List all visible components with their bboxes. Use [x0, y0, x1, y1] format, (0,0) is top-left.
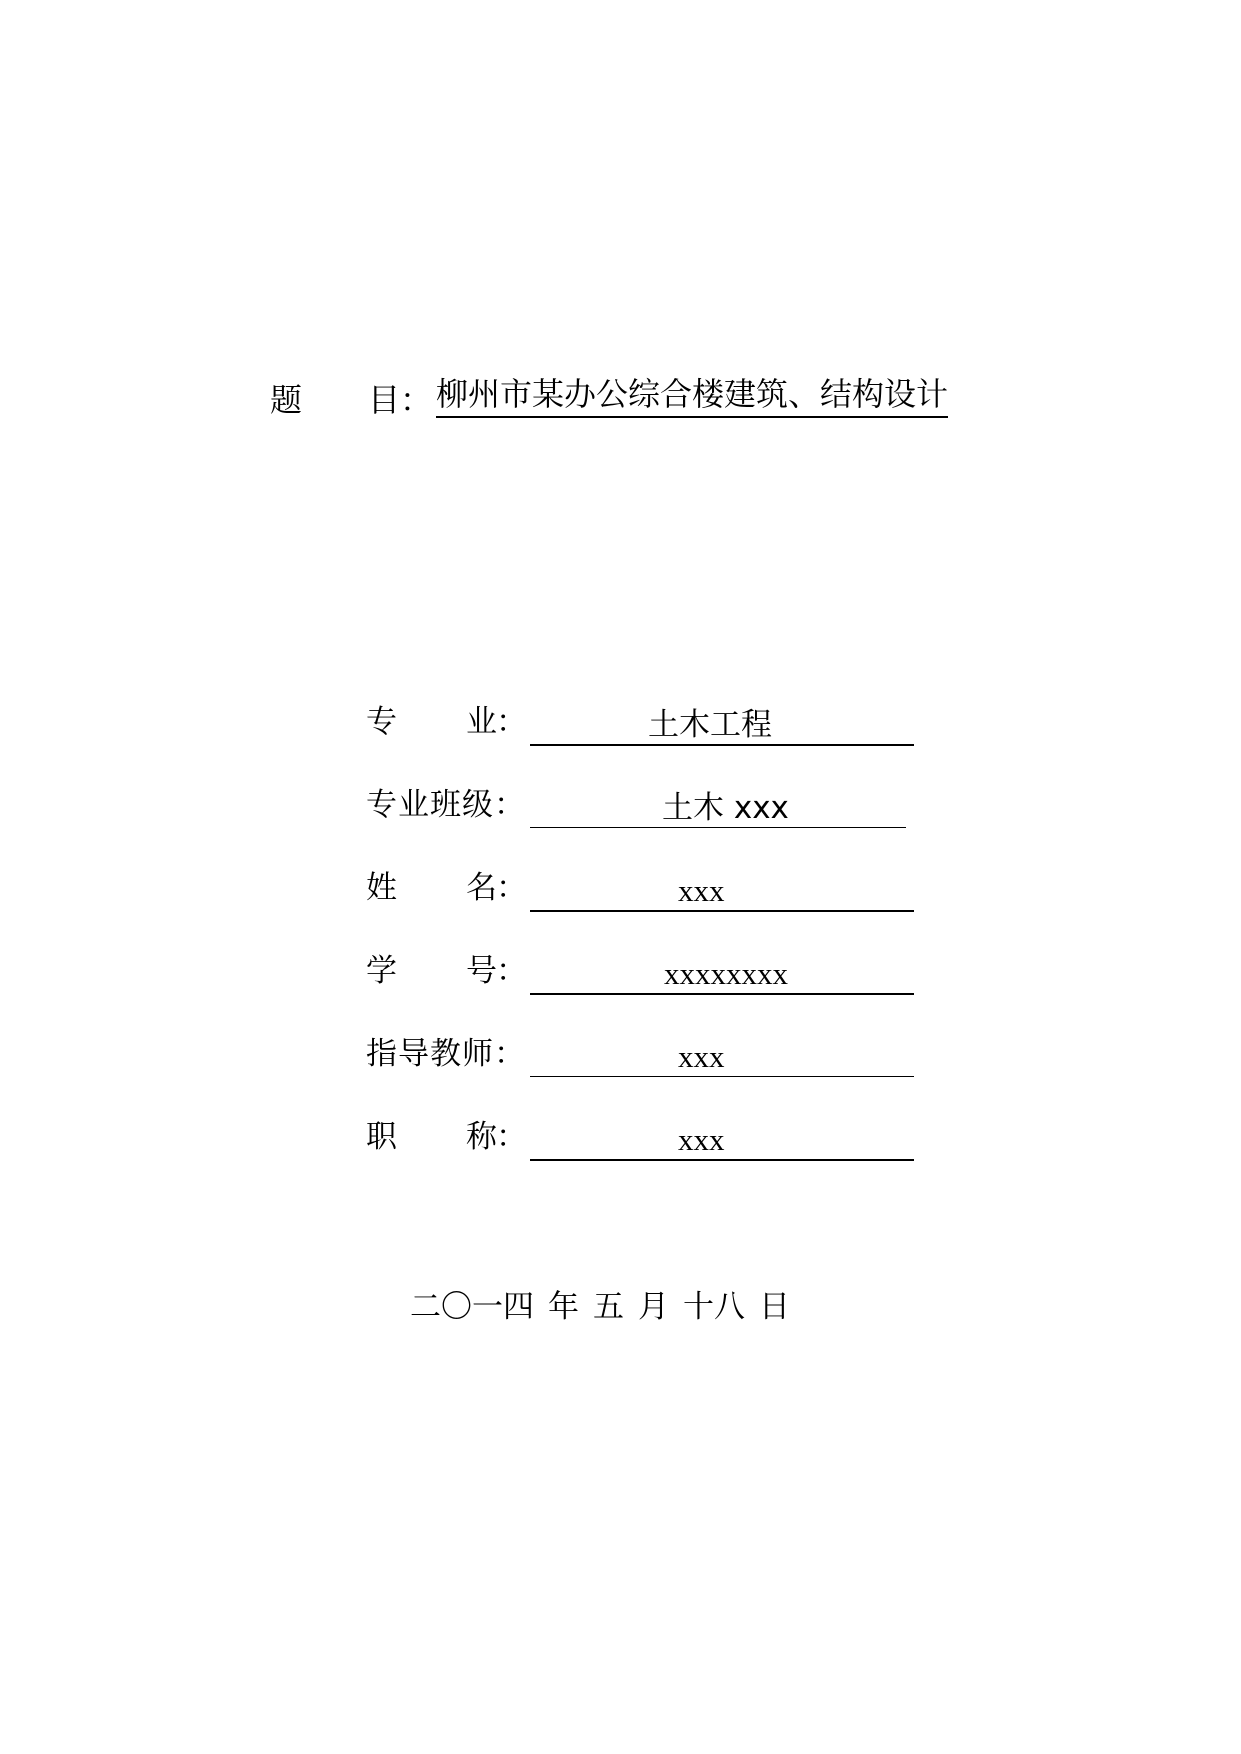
field-label-text: 专业班级 — [366, 787, 494, 823]
field-colon: ： — [494, 1036, 526, 1072]
field-label-char: 职 — [366, 1119, 397, 1155]
field-label-advisor — [366, 1032, 526, 1076]
field-label-class — [366, 783, 526, 827]
thesis-title-row — [270, 372, 949, 422]
field-label-student-id — [366, 949, 526, 993]
field-advisor — [366, 1032, 914, 1082]
field-label-char: 号 — [466, 953, 497, 989]
field-value-class: 土木 xxx — [662, 790, 789, 826]
date-year-unit: 年 — [548, 1289, 579, 1325]
field-name — [366, 866, 914, 916]
field-colon: ： — [494, 787, 526, 823]
date-month-unit: 月 — [638, 1289, 669, 1325]
field-student-id — [366, 949, 914, 999]
field-class — [366, 783, 906, 833]
field-label-title-rank — [366, 1115, 526, 1159]
field-label-char: 称 — [466, 1119, 497, 1155]
field-label-major — [366, 700, 526, 744]
field-colon: ： — [496, 870, 527, 906]
field-colon: ： — [496, 953, 527, 989]
date-day: 十八 — [683, 1289, 745, 1325]
field-label-name — [366, 866, 526, 910]
title-label — [270, 378, 462, 422]
field-label-char: 姓 — [366, 870, 397, 906]
field-value-name: xxx — [678, 873, 725, 908]
title-label-char-1: 题 — [270, 381, 303, 419]
title-label-char-2: 目 — [368, 381, 401, 419]
submission-date — [410, 1285, 804, 1329]
date-month: 五 — [593, 1289, 624, 1325]
field-colon: ： — [496, 704, 527, 740]
field-value-major: 土木工程 — [648, 707, 772, 743]
thesis-title: 柳州市某办公综合楼建筑、结构设计 — [436, 372, 948, 418]
field-title-rank — [366, 1115, 914, 1165]
field-label-text: 指导教师 — [366, 1036, 494, 1072]
date-day-unit: 日 — [759, 1289, 790, 1325]
field-value-student-id: xxxxxxxx — [664, 956, 788, 991]
field-colon: ： — [496, 1119, 527, 1155]
field-major — [366, 700, 914, 750]
field-label-char: 业 — [466, 704, 497, 740]
field-label-char: 学 — [366, 953, 397, 989]
field-label-char: 专 — [366, 704, 397, 740]
field-value-advisor: xxx — [678, 1039, 725, 1074]
field-value-title-rank: xxx — [678, 1122, 725, 1157]
field-label-char: 名 — [466, 870, 497, 906]
title-colon: ： — [400, 381, 433, 419]
date-year: 二〇一四 — [410, 1289, 534, 1325]
